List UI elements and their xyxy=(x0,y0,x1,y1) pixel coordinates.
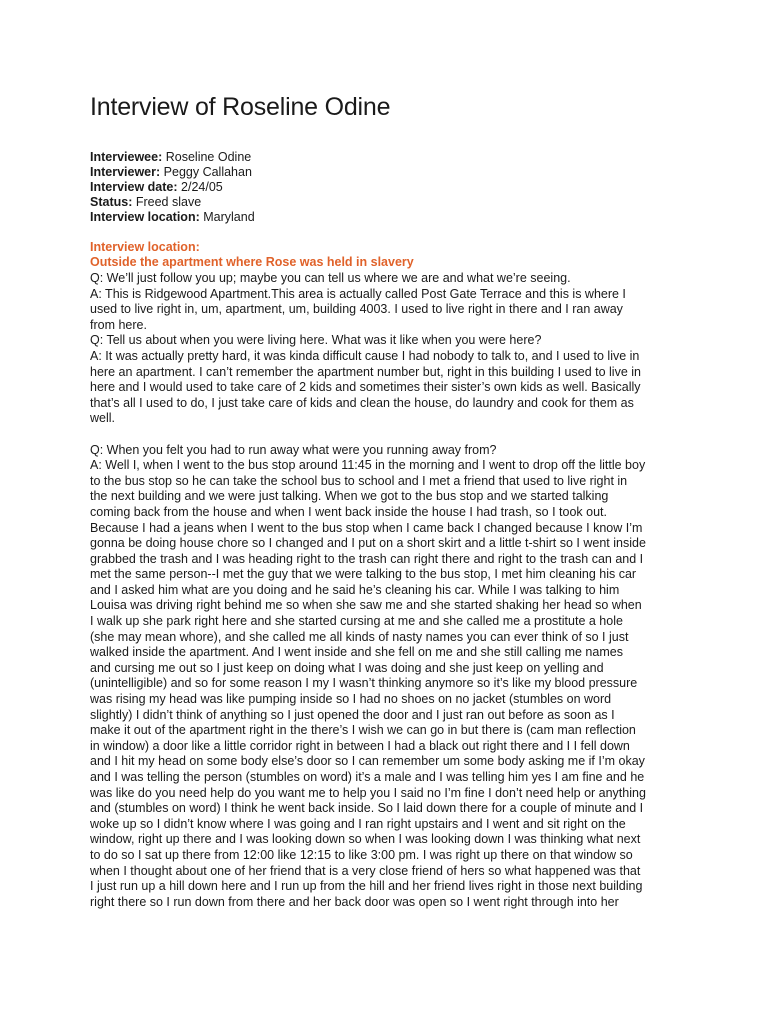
transcript-line: Q: When you felt you had to run away what were you running away from? xyxy=(90,442,497,457)
transcript-line: to the bus stop so he can take the school bus to school and I met a friend that used to live right in xyxy=(90,473,628,488)
transcript-line: Q: Tell us about when you were living here. What was it like when you were here? xyxy=(90,333,542,348)
meta-interview-location: Interview location: Maryland xyxy=(90,210,255,224)
transcript-line: in window) a door like a little corridor right in between I had a black out right there and I I fell down xyxy=(90,738,630,753)
transcript-line: well. xyxy=(90,411,116,426)
transcript-line: woke up so I didn’t know where I was going and I ran right upstairs and I went and sit right on the xyxy=(90,816,626,831)
transcript-line: that’s all I used to do, I just take care of kids and clean the house, do laundry and cook for them as xyxy=(90,395,634,410)
transcript-line: the next building and we were just talking. When we got to the bus stop and we started talking xyxy=(90,489,609,504)
transcript-line: Q: We’ll just follow you up; maybe you can tell us where we are and what we’re seeing. xyxy=(90,271,571,285)
transcript-line: from here. xyxy=(90,317,147,332)
transcript-line: (she may mean whore), and she called me all kinds of nasty names you can ever think of so I just xyxy=(90,629,629,644)
transcript-line: met the same person--I met the guy that we were talking to the bus stop, I met him cleaning his car xyxy=(90,567,637,582)
transcript-line: and (stumbles on word) I think he went back inside. So I laid down there for a couple of minute and I xyxy=(90,801,644,816)
paragraph-gap xyxy=(90,427,690,443)
transcript-line: (unintelligible) and so for some reason I my I wasn’t thinking anymore so it’s like my blood pressure xyxy=(90,676,638,691)
transcript-line: and I was telling the person (stumbles on word) it’s a male and I was telling him yes I am fine and he xyxy=(90,770,645,784)
transcript-line: A: This is Ridgewood Apartment.This area is actually called Post Gate Terrace and this is where I xyxy=(90,286,626,301)
transcript-line: window, right up there and I was looking down so when I was looking down I was thinking what next xyxy=(90,832,641,847)
meta-interview-date: Interview date: 2/24/05 xyxy=(90,180,223,194)
transcript-line: and I hit my head on some body else’s door so I can remember um some body asking me if I’m okay xyxy=(90,754,645,769)
section-heading-label: Interview location: xyxy=(90,240,200,254)
transcript-line: was rising my head was like pumping inside so I had no shoes on no jacket (stumbles on word xyxy=(90,692,612,707)
transcript-line: and I asked him what are you doing and he said he’s cleaning his car. While I was talking to him xyxy=(90,582,620,597)
meta-interviewer: Interviewer: Peggy Callahan xyxy=(90,165,252,179)
transcript-line: grabbed the trash and I was heading right to the trash can right there and right to the trash can and I xyxy=(90,551,644,566)
transcript-line: here an apartment. I can’t remember the apartment number but, right in this building I used to live in xyxy=(90,364,641,379)
transcript-line: A: Well I, when I went to the bus stop around 11:45 in the morning and I went to drop off the little boy xyxy=(90,458,646,473)
transcript-line: walked inside the apartment. And I went inside and she fell on me and she still calling me names xyxy=(90,645,623,660)
transcript-body xyxy=(90,271,690,910)
transcript-line: slightly) I didn’t think of anything so I just opened the door and I just ran out before as soon as I xyxy=(90,707,615,722)
interview-metadata xyxy=(90,150,255,225)
transcript-line: A: It was actually pretty hard, it was kinda difficult cause I had nobody to talk to, and I used to live in xyxy=(90,348,640,363)
transcript-line: Louisa was driving right behind me so when she saw me and she started shaking her head so when xyxy=(90,598,642,613)
section-heading xyxy=(90,240,414,270)
meta-interviewee: Interviewee: Roseline Odine xyxy=(90,150,252,164)
transcript-line: when I thought about one of her friend that is a very close friend of hers so what happened was that xyxy=(90,863,641,878)
transcript-line: to do so I sat up there from 12:00 like 12:15 to like 3:00 pm. I was right up there on that window so xyxy=(90,847,633,862)
transcript-line: used to live right in, um, apartment, um, building 4003. I used to live right in there and I ran away xyxy=(90,302,623,317)
document-title: Interview of Roseline Odine xyxy=(90,93,391,121)
section-heading-location: Outside the apartment where Rose was held in slavery xyxy=(90,255,414,269)
transcript-line: Because I had a jeans when I went to the bus stop when I came back I changed because I know I’m xyxy=(90,520,643,535)
transcript-line: I just run up a hill down here and I run up from the hill and her friend lives right in those next building xyxy=(90,879,643,894)
transcript-line: coming back from the house and when I went back inside the house I had trash, so I took out. xyxy=(90,504,607,519)
meta-status: Status: Freed slave xyxy=(90,195,202,209)
transcript-line: right there so I run down from there and her back door was open so I went right through into her xyxy=(90,894,619,909)
transcript-line: here and I would used to take care of 2 kids and sometimes their sister’s own kids as well. Basically xyxy=(90,380,641,395)
transcript-line: gonna be doing house chore so I changed and I put on a short skirt and a little t-shirt so I went inside xyxy=(90,536,646,551)
transcript-line: I walk up she park right here and she started cursing at me and she called me a prostitute a hole xyxy=(90,614,623,629)
transcript-line: was like do you need help do you want me to help you I said no I’m fine I don’t need help or anything xyxy=(90,785,646,800)
transcript-line: and cursing me out so I just keep on doing what I was doing and she just keep on yelling and xyxy=(90,660,604,675)
transcript-line: make it out of the apartment right in the there’s I wish we can go in but there is (cam man reflection xyxy=(90,723,636,738)
